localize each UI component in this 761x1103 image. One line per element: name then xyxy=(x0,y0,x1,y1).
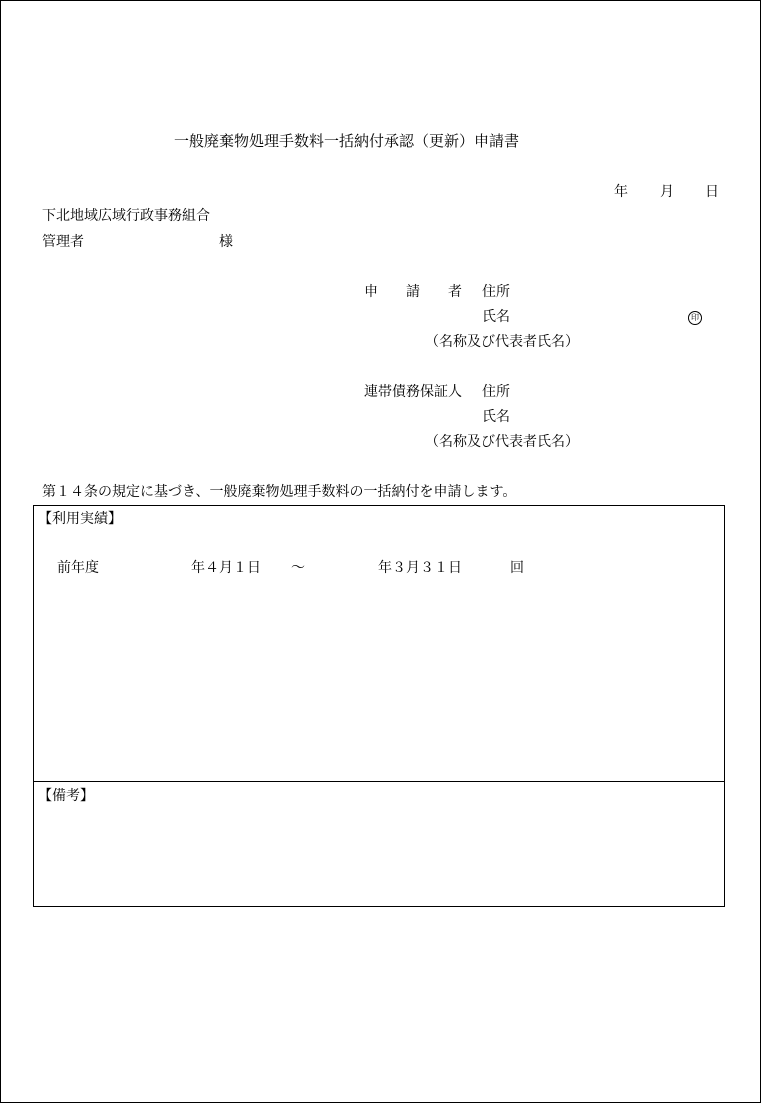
usage-record-heading: 【利用実績】 xyxy=(38,511,122,527)
addressee-organization: 下北地域広域行政事務組合 xyxy=(42,208,210,224)
usage-record-box xyxy=(33,505,725,782)
guarantor-label: 連帯債務保証人 xyxy=(364,384,462,400)
form-title: 一般廃棄物処理手数料一括納付承認（更新）申請書 xyxy=(174,132,520,150)
remarks-heading: 【備考】 xyxy=(38,788,94,804)
addressee-role: 管理者 xyxy=(42,234,84,250)
applicant-address-label: 住所 xyxy=(482,284,510,300)
applicant-label: 申 請 者 xyxy=(364,284,462,300)
seal-mark: 印 xyxy=(688,311,702,325)
remarks-box xyxy=(33,781,725,907)
date-day-label: 日 xyxy=(705,184,719,200)
guarantor-address-label: 住所 xyxy=(482,384,510,400)
guarantor-name-label: 氏名 xyxy=(482,409,510,425)
date-year-label: 年 xyxy=(614,184,628,200)
guarantor-name-note: （名称及び代表者氏名） xyxy=(425,434,579,450)
applicant-name-label: 氏名 xyxy=(482,309,510,325)
application-statement: 第１４条の規定に基づき、一般廃棄物処理手数料の一括納付を申請します。 xyxy=(42,484,517,500)
period-start-label: 年４月１日 xyxy=(191,560,261,576)
applicant-name-note: （名称及び代表者氏名） xyxy=(425,334,579,350)
period-end-label: 年３月３１日 xyxy=(378,560,462,576)
times-label: 回 xyxy=(510,560,524,576)
addressee-honorific: 様 xyxy=(219,234,233,250)
date-month-label: 月 xyxy=(660,184,674,200)
period-tilde: ～ xyxy=(291,560,305,576)
prev-year-label: 前年度 xyxy=(57,560,99,576)
